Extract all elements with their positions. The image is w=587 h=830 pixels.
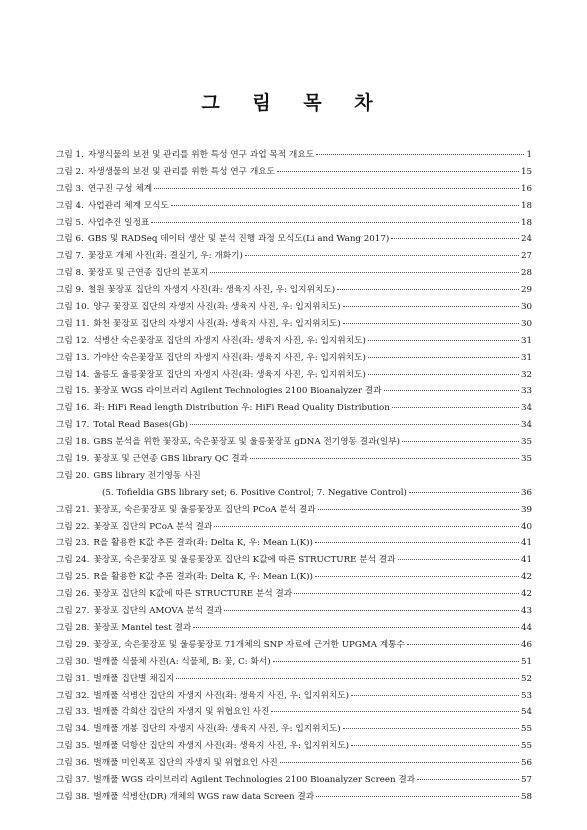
dot-leader	[154, 188, 519, 189]
figure-entry[interactable]	[56, 316, 532, 333]
figure-caption: 가야산 숙은꽃장포 집단의 자생지 사진(좌: 생육지 사진, 우: 입지위치도)	[93, 352, 366, 363]
figure-caption: 벌깨풀 식물체 사진(A: 식물체, B: 꽃, C: 화서)	[93, 656, 271, 667]
dot-leader	[315, 542, 519, 543]
dot-leader	[368, 357, 519, 358]
page-number: 57	[520, 774, 532, 785]
figure-number: 그림 10.	[56, 302, 90, 313]
page-number: 18	[520, 217, 532, 228]
page-number: 51	[520, 656, 532, 667]
figure-entry[interactable]	[56, 215, 532, 232]
figure-caption: 양구 꽃장포 집단의 자생지 사진(좌: 생육지 사진, 우: 입지위치도)	[93, 302, 341, 313]
page-title: 그 림 목 차	[201, 92, 386, 114]
figure-caption: 울릉도 울릉꽃장포 집단의 자생지 사진(좌: 생육지 사진, 우: 입지위치도)	[93, 369, 366, 380]
page-number: 55	[520, 724, 532, 735]
figure-entry[interactable]	[56, 535, 532, 552]
page-number: 54	[520, 707, 532, 718]
figure-caption: 꽃장포 집단의 K값에 따른 STRUCTURE 분석 결과	[93, 589, 293, 600]
figure-number: 그림 7.	[56, 251, 84, 262]
figure-entry[interactable]	[56, 350, 532, 367]
figure-entry[interactable]	[56, 282, 532, 299]
page-number: 53	[520, 690, 532, 701]
page-number: 42	[520, 589, 532, 600]
figure-caption: 석병산 숙은꽃장포 집단의 자생지 사진(좌: 생육지 사진, 우: 입지위치도)	[93, 335, 366, 346]
dot-leader	[250, 458, 519, 459]
figure-entry[interactable]	[56, 552, 532, 569]
figure-caption: 꽃장포 및 근연종 GBS library QC 결과	[93, 454, 249, 465]
figure-number: 그림 20.	[56, 470, 90, 481]
dot-leader	[351, 745, 519, 746]
dot-leader	[224, 610, 518, 611]
figure-caption: 꽃장포 Mantel test 결과	[93, 622, 192, 633]
page-number: 58	[520, 791, 532, 802]
figure-entry[interactable]	[56, 671, 532, 688]
page-number: 39	[520, 504, 532, 515]
page-number: 41	[520, 538, 532, 549]
figure-entry[interactable]	[56, 231, 532, 248]
figure-entry[interactable]	[56, 603, 532, 620]
dot-leader	[273, 661, 519, 662]
figure-caption: 벌깨풀 석병산(DR) 개체의 WGS raw data Screen 결과	[93, 791, 315, 802]
figure-entry[interactable]	[56, 248, 532, 265]
figure-number: 그림 19.	[56, 454, 90, 465]
figure-caption: 꽃장포, 숙은꽃장포 및 울릉꽃장포 집단의 PCoA 분석 결과	[93, 504, 316, 515]
figure-entry[interactable]	[56, 400, 532, 417]
dot-leader	[343, 728, 519, 729]
figure-number: 그림 37.	[56, 774, 90, 785]
page-number: 35	[520, 437, 532, 448]
figure-number: 그림 23.	[56, 538, 90, 549]
figure-entry[interactable]	[56, 755, 532, 772]
figure-caption: 꽃장포 및 근연종 집단의 분포지	[87, 268, 208, 279]
page-number: 28	[520, 268, 532, 279]
figure-entry[interactable]	[56, 147, 532, 164]
figure-caption: 꽃장포 집단의 PCoA 분석 결과	[93, 521, 213, 532]
page-number: 44	[520, 622, 532, 633]
figure-number: 그림 35.	[56, 741, 90, 752]
figure-number: 그림 3.	[56, 183, 84, 194]
figure-number: 그림 16.	[56, 403, 90, 414]
figure-caption: 철원 꽃장포 집단의 자생지 사진(좌: 생육지 사진, 우: 입지위치도)	[87, 285, 336, 296]
figure-number: 그림 13.	[56, 352, 90, 363]
dot-leader	[277, 171, 519, 172]
figure-entry[interactable]	[56, 417, 532, 434]
figure-entry[interactable]	[56, 265, 532, 282]
figure-number: 그림 17.	[56, 420, 90, 431]
figure-caption: 벌깨풀 WGS 라이브러리 Agilent Technologies 2100 Bioanalyzer Screen 결과	[93, 774, 416, 785]
dot-leader	[407, 644, 519, 645]
dot-leader	[409, 492, 519, 493]
figure-entry[interactable]	[56, 485, 532, 502]
dot-leader	[190, 424, 519, 425]
page-number: 34	[520, 403, 532, 414]
dot-leader	[316, 154, 524, 155]
page-number: 36	[520, 487, 532, 498]
figure-number: 그림 31.	[56, 673, 90, 684]
figure-number: 그림 14.	[56, 369, 90, 380]
dot-leader	[343, 306, 519, 307]
figure-number: 그림 21.	[56, 504, 90, 515]
figure-caption: 꽃장포 WGS 라이브러리 Agilent Technologies 2100 Bioanalyzer 결과	[93, 386, 382, 397]
figure-number: 그림 6.	[56, 234, 84, 245]
dot-leader	[210, 272, 519, 273]
figure-entry[interactable]	[56, 704, 532, 721]
figure-number: 그림 12.	[56, 335, 90, 346]
figure-caption: 벌깨풀 개봉 집단의 자생지 사진(좌: 생육지 사진, 우: 입지위치도)	[93, 724, 341, 735]
page-number: 16	[520, 183, 532, 194]
page-number: 41	[520, 555, 532, 566]
figure-number: 그림 2.	[56, 166, 84, 177]
figure-number: 그림 28.	[56, 622, 90, 633]
page-number: 31	[520, 335, 532, 346]
figure-number: 그림 27.	[56, 606, 90, 617]
figure-entry[interactable]	[56, 367, 532, 384]
page-number: 52	[520, 673, 532, 684]
figure-entry[interactable]	[56, 519, 532, 536]
figure-number: 그림 34.	[56, 724, 90, 735]
figure-number: 그림 33.	[56, 707, 90, 718]
figure-entry[interactable]	[56, 383, 532, 400]
page-number: 33	[520, 386, 532, 397]
figure-number: 그림 32.	[56, 690, 90, 701]
dot-leader	[193, 627, 519, 628]
figure-number: 그림 24.	[56, 555, 90, 566]
figure-caption: Total Read Bases(Gb)	[93, 420, 189, 431]
dot-leader	[316, 796, 519, 797]
page-number: 55	[520, 741, 532, 752]
figure-number: 그림 30.	[56, 656, 90, 667]
dot-leader	[402, 441, 519, 442]
dot-leader	[280, 762, 519, 763]
figure-entry[interactable]	[56, 789, 532, 806]
figure-caption: 벌깨풀 덕항산 집단의 자생지 사진(좌: 생육지 사진, 우: 입지위치도)	[93, 741, 350, 752]
figure-list	[56, 147, 532, 806]
figure-entry[interactable]	[56, 569, 532, 586]
figure-caption: GBS 및 RADSeq 데이터 생산 및 분석 진행 과정 모식도(Li and Wang 2017)	[87, 234, 390, 245]
figure-caption: 꽃장포 개체 사진(좌: 결실기, 우: 개화기)	[87, 251, 243, 262]
figure-caption: GBS library 전기영동 사진	[93, 470, 201, 481]
page-number: 43	[520, 606, 532, 617]
figure-entry[interactable]	[56, 688, 532, 705]
page-number: 35	[520, 454, 532, 465]
dot-leader	[318, 509, 519, 510]
page-number: 31	[520, 352, 532, 363]
figure-number: 그림 15.	[56, 386, 90, 397]
figure-number: 그림 22.	[56, 521, 90, 532]
dot-leader	[271, 711, 519, 712]
dot-leader	[391, 238, 519, 239]
figure-number: 그림 25.	[56, 572, 90, 583]
dot-leader	[343, 323, 519, 324]
figure-number: 그림 8.	[56, 268, 84, 279]
dot-leader	[176, 678, 519, 679]
figure-caption: 꽃장포, 숙은꽃장포 및 울릉꽃장포 집단의 K값에 따른 STRUCTURE 분석 결과	[93, 555, 396, 566]
figure-caption: R을 활용한 K값 추론 결과(좌: Delta K, 우: Mean L(K))	[93, 538, 313, 549]
dot-leader	[171, 205, 519, 206]
figure-caption: 사업관리 체계 모식도	[87, 200, 169, 211]
figure-caption: GBS 분석을 위한 꽃장포, 숙은꽃장포 및 울릉꽃장포 gDNA 전기영동 결과(일부)	[93, 437, 401, 448]
figure-caption: 벌깨풀 집단별 채집지	[93, 673, 175, 684]
figure-entry[interactable]	[56, 721, 532, 738]
figure-caption: 화천 꽃장포 집단의 자생지 사진(좌: 생육지 사진, 우: 입지위치도)	[93, 318, 341, 329]
figure-caption: (5. Tofieldia GBS library set; 6. Positive Control; 7. Negative Control)	[102, 487, 407, 498]
figure-caption: 사업추진 일정표	[87, 217, 150, 228]
figure-entry[interactable]	[56, 620, 532, 637]
figure-number: 그림 29.	[56, 639, 90, 650]
figure-caption: R을 활용한 K값 추론 결과(좌: Delta K, 우: Mean L(K))	[93, 572, 313, 583]
dot-leader	[337, 289, 519, 290]
page-number: 24	[520, 234, 532, 245]
page-number: 30	[520, 318, 532, 329]
page-number: 32	[520, 369, 532, 380]
figure-caption: 연구진 구성 체계	[87, 183, 153, 194]
dot-leader	[351, 695, 519, 696]
figure-number: 그림 4.	[56, 200, 84, 211]
figure-caption: 벌깨풀 각희산 집단의 자생지 및 위협요인 사진	[93, 707, 270, 718]
page-number: 56	[520, 758, 532, 769]
page-number: 27	[520, 251, 532, 262]
figure-number: 그림 1.	[56, 150, 84, 160]
dot-leader	[368, 374, 519, 375]
figure-entry[interactable]	[56, 502, 532, 519]
figure-entry[interactable]	[56, 451, 532, 468]
dot-leader	[384, 390, 519, 391]
dot-leader	[214, 526, 519, 527]
figure-entry[interactable]	[56, 654, 532, 671]
page-number: 42	[520, 572, 532, 583]
dot-leader	[315, 576, 519, 577]
figure-entry[interactable]	[56, 333, 532, 350]
page-number: 34	[520, 420, 532, 431]
figure-number: 그림 26.	[56, 589, 90, 600]
figure-number: 그림 9.	[56, 285, 84, 296]
dot-leader	[151, 222, 519, 223]
figure-entry[interactable]	[56, 434, 532, 451]
figure-number: 그림 18.	[56, 437, 90, 448]
figure-caption: 벌깨풀 석병산 집단의 자생지 사진(좌: 생육지 사진, 우: 입지위치도)	[93, 690, 350, 701]
figure-entry[interactable]	[56, 299, 532, 316]
figure-caption: 꽃장포 집단의 AMOVA 분석 결과	[93, 606, 223, 617]
figure-entry[interactable]	[56, 198, 532, 215]
page-number: 18	[520, 200, 532, 211]
figure-number: 그림 38.	[56, 791, 90, 802]
figure-number: 그림 36.	[56, 758, 90, 769]
dot-leader	[294, 593, 519, 594]
figure-caption: 좌: HiFi Read length Distribution 우: HiFi Read Quality Distribution	[93, 403, 390, 414]
figure-entry[interactable]	[56, 586, 532, 603]
page-number: 15	[520, 166, 532, 177]
dot-leader	[245, 255, 519, 256]
figure-entry[interactable]	[56, 772, 532, 789]
figure-caption: 자생생물의 보전 및 관리를 위한 특성 연구 개요도	[87, 166, 276, 177]
page-number: 1	[526, 150, 532, 160]
page-number: 29	[520, 285, 532, 296]
figure-entry[interactable]	[56, 181, 532, 198]
figure-entry[interactable]	[56, 738, 532, 755]
figure-caption: 자생식물의 보전 및 관리를 위한 특성 연구 과업 목적 개요도	[87, 150, 315, 160]
dot-leader	[417, 779, 519, 780]
dot-leader	[368, 340, 519, 341]
figure-caption: 벌깨풀 미인폭포 집단의 자생지 및 위협요인 사진	[93, 758, 278, 769]
page-number: 40	[520, 521, 532, 532]
page-number: 46	[520, 639, 532, 650]
figure-caption: 꽃장포, 숙은꽃장포 및 울릉꽃장포 71개체의 SNP 자료에 근거한 UPGMA 계통수	[93, 639, 405, 650]
figure-number: 그림 11.	[56, 318, 90, 329]
figure-number: 그림 5.	[56, 217, 84, 228]
figure-entry[interactable]	[56, 468, 532, 485]
dot-leader	[392, 407, 519, 408]
dot-leader	[398, 559, 519, 560]
figure-entry[interactable]	[56, 164, 532, 181]
page-number: 30	[520, 302, 532, 313]
figure-entry[interactable]	[56, 637, 532, 654]
